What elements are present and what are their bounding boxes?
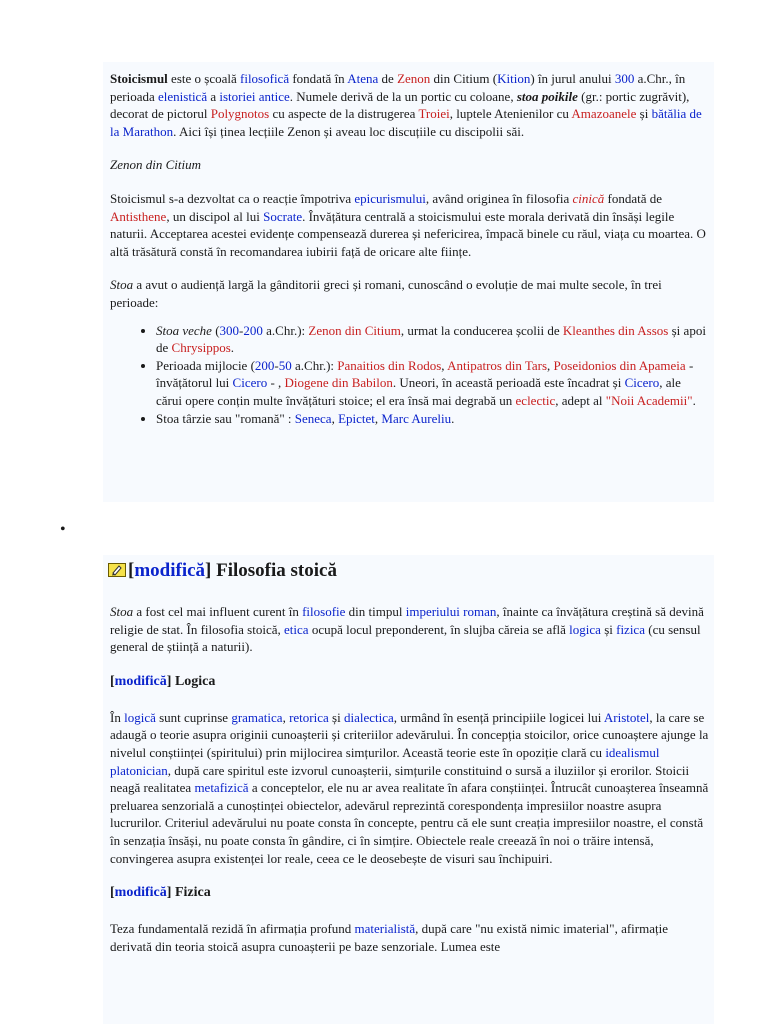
wiki-link[interactable]: filosofie (302, 604, 346, 619)
wiki-link[interactable]: Cicero (624, 375, 660, 391)
physics-paragraph: Teza fundamentală rezidă în afirmația profund materialistă, după care "nu există nimic imaterial", afirmație derivată din teoria stoică asupra cunoașterii pe baze senzoriale. Lumea este (110, 921, 668, 954)
wiki-link[interactable]: 300 (219, 322, 240, 338)
wiki-link[interactable]: fizica (616, 621, 645, 637)
wiki-link[interactable]: Cicero (232, 375, 268, 391)
wiki-link[interactable]: Seneca (294, 410, 332, 426)
bold-italic-term: stoa poikile (516, 88, 578, 104)
wiki-link[interactable]: Epictet (338, 410, 375, 426)
origins-paragraph: Stoicismul s-a dezvoltat ca o reacție împotriva epicurismului, având originea în filosofia cinică fondată de Antisthene, un discipol al lui Socrate. Învățătura centrală a stoicismului este morala derivată din însăși legile naturii. Acceptarea acestei evidențe compensează durerea și nefericirea, împacă binele cu răul, viața cu moartea. O altă trăsătură constă în recomandarea iubirii față de oricare alte ființe. (110, 190, 706, 259)
wiki-link[interactable]: Marc Aureliu (381, 410, 452, 426)
wiki-link[interactable]: Kition (497, 71, 531, 86)
wiki-link[interactable]: cinică (572, 190, 605, 206)
wiki-link[interactable]: 300 (614, 71, 635, 86)
section-heading: [modifică] Filosofia stoică (108, 557, 707, 585)
wiki-link[interactable]: Amazoanele (571, 106, 637, 122)
wiki-link[interactable]: istoriei antice (219, 88, 290, 104)
wiki-link[interactable]: Diogene din Babilon (284, 375, 393, 391)
wiki-link[interactable]: logică (124, 709, 156, 725)
wiki-link[interactable]: Zenon din Citium (308, 322, 401, 338)
list-item: • Stoa târzie sau "romană" : Seneca, Epictet, Marc Aureliu. (156, 410, 709, 428)
wiki-link[interactable]: etica (284, 621, 309, 637)
wiki-link[interactable]: Atena (347, 71, 379, 86)
logic-heading: [modifică] Logica (110, 673, 216, 689)
physics-edit-link[interactable]: modifică (114, 885, 167, 901)
wiki-link[interactable]: logica (569, 621, 601, 637)
italic-term: Stoa (110, 604, 134, 619)
wiki-link[interactable]: 200 (254, 357, 275, 373)
edit-pencil-icon[interactable] (108, 563, 126, 577)
section-title: Filosofia stoică (216, 560, 337, 581)
wiki-link[interactable]: Aristotel (603, 709, 650, 725)
italic-term: Stoa veche (156, 322, 212, 338)
article-panel-bottom (103, 555, 714, 1024)
wiki-link[interactable]: "Noii Academii" (605, 392, 693, 408)
wiki-link[interactable]: filosofică (240, 71, 290, 86)
periods-intro-paragraph: Stoa a avut o audiență largă la gânditorii greci și romani, cunoscând o evoluție de mai multe secole, în trei perioade: (110, 277, 662, 310)
list-item: • Stoa veche (300-200 a.Chr.): Zenon din Citium, urmat la conducerea școlii de Kleanthes din Assos și apoi de Chrysippos. (156, 322, 709, 357)
wiki-link[interactable]: 200 (243, 322, 263, 338)
wiki-link[interactable]: imperiului roman (405, 604, 497, 619)
wiki-link[interactable]: Antipatros din Tars (447, 357, 548, 373)
wiki-link[interactable]: bătălia de la Marathon (110, 106, 702, 139)
wiki-link[interactable]: Troiei (418, 106, 450, 122)
wiki-link[interactable]: Zenon (397, 71, 431, 86)
physics-title: Fizica (174, 885, 211, 901)
wiki-link[interactable]: idealismul platonician (110, 744, 660, 778)
wiki-link[interactable]: elenistică (158, 88, 208, 104)
wiki-link[interactable]: materialistă (354, 921, 416, 937)
italic-term: Stoa (110, 277, 134, 293)
periods-list (110, 322, 709, 428)
wiki-link[interactable]: Antisthene (110, 208, 167, 224)
bold-term: Stoicismul (110, 71, 168, 86)
wiki-link[interactable]: Socrate (263, 208, 303, 224)
section-paragraph: Stoa a fost cel mai influent curent în filosofie din timpul imperiului roman, înainte ca învățătura creștină să devină religie de stat. În filosofia stoică, etica ocupă locul preponderent, în slujba căreia se află logica și fizica (cu sensul general de știință a naturii). (110, 604, 704, 655)
wiki-link[interactable]: 50 (278, 357, 292, 373)
article-panel-top (103, 62, 714, 502)
physics-heading: [modifică] Fizica (110, 885, 211, 901)
logic-title: Logica (174, 673, 216, 689)
wiki-link[interactable]: Poseidonios din Apameia (553, 357, 686, 373)
wiki-link[interactable]: gramatica (231, 709, 283, 725)
wiki-link[interactable]: Polygnotos (210, 106, 270, 122)
stray-list-bullet: • (60, 521, 66, 538)
wiki-link[interactable]: Kleanthes din Assos (562, 322, 669, 338)
wiki-link[interactable]: epicurismului (354, 190, 426, 206)
wiki-link[interactable]: Panaitios din Rodos (337, 357, 442, 373)
section-edit-link[interactable]: modifică (134, 560, 206, 581)
intro-paragraph: Stoicismul este o școală filosofică fondată în Atena de Zenon din Citium (Kition) în jurul anului 300 a.Chr., în perioada elenistică a istoriei antice. Numele derivă de la un portic cu coloane, stoa poikile (gr.: portic zugrăvit), decorat de pictorul Polygnotos cu aspecte de la distrugerea Troiei, luptele Atenienilor cu Amazoanele și bătălia de la Marathon. Aici își ținea lecțiile Zenon și aveau loc discuțiile cu discipolii săi. (110, 71, 702, 139)
wiki-link[interactable]: Chrysippos (171, 340, 231, 356)
wiki-link[interactable]: metafizică (194, 780, 249, 796)
wiki-link[interactable]: retorica (289, 709, 329, 725)
wiki-link[interactable]: dialectica (343, 709, 394, 725)
image-caption: Zenon din Citium (110, 157, 202, 173)
logic-paragraph: În logică sunt cuprinse gramatica, retorica și dialectica, urmând în esență principiile logicei lui Aristotel, la care se adaugă o teorie asupra originii cunoașterii și criteriilor adevărului. În concepția stoicilor, orice cunoaștere ajunge la nivelul conștiinței (spiritului) prin mijlocirea simțurilor. Această teorie este în opoziție clară cu idealismul platonician, după care spiritul este izvorul cunoașterii, simțurile constituind o sursă a iluziilor și erorilor. Stoicii neagă realitatea metafizică a conceptelor, ele nu ar avea realitate în afara conștiinței. Întrucât cunoașterea înseamnă preluarea senzorială a cunoștinței obiectelor, adevărul reprezintă corespondența impresiilor noastre asupra lucrurilor. Criteriul adevărului nu poate consta în concepte, pentru că ele sunt creația impresiilor noastre, el constă în senzația însăși, nu poate consta în gândire, ci în simțire. Obiectele reale creează în noi o trăire intensă, convingerea asupra existenței lor reale, ceea ce le deosebește de visuri sau închipuiri. (110, 709, 709, 866)
logic-edit-link[interactable]: modifică (114, 673, 167, 689)
wiki-link[interactable]: eclectic (515, 392, 556, 408)
list-item: • Perioada mijlocie (200-50 a.Chr.): Panaitios din Rodos, Antipatros din Tars, Poseidonios din Apameia - învățătorul lui Cicero - , Diogene din Babilon. Uneori, în această perioadă este încadrat și Cicero, ale cărui opere conțin multe învățături stoice; el era însă mai degrabă un eclectic, adept al "Noii Academii". (156, 357, 709, 410)
